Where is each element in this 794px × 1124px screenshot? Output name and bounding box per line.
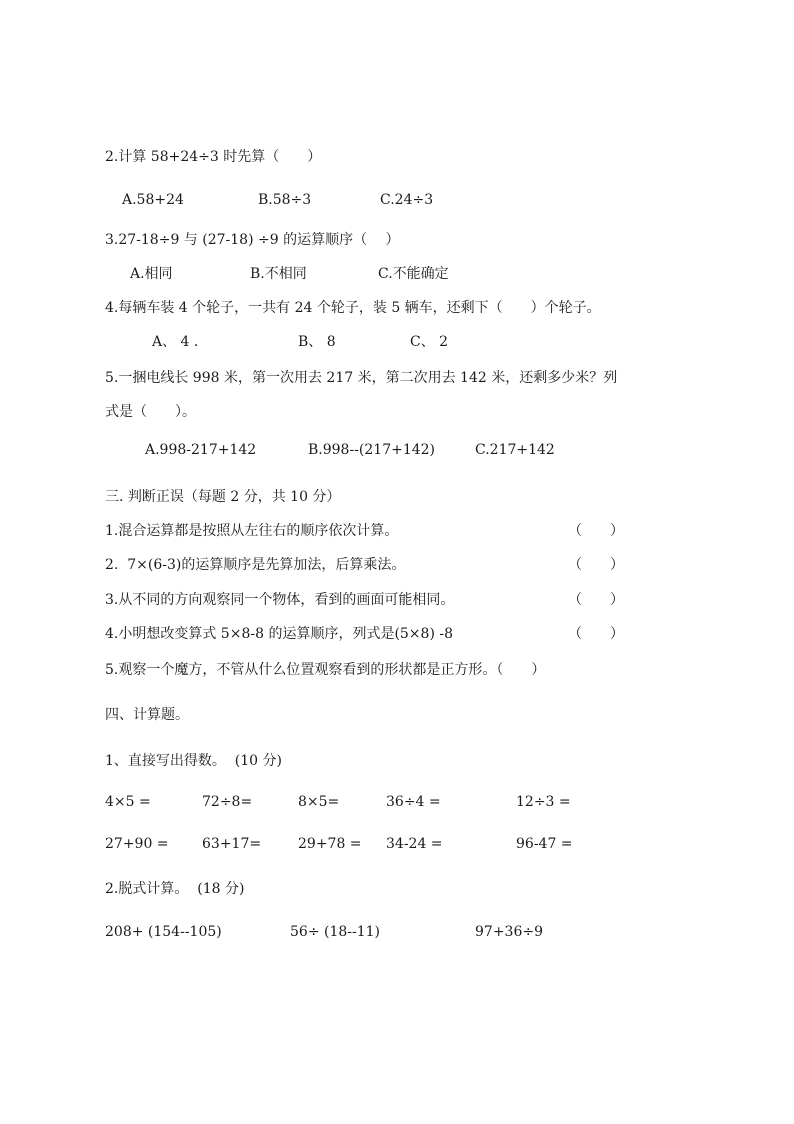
oral-calc-item: 27+90 = [105,836,169,852]
question-2-option-a: A.58+24 [122,192,184,208]
judge-item-4-blank: （ ） [568,626,624,642]
step-calc-item: 208+ (154--105) [105,924,222,940]
question-3-option-c: C.不能确定 [378,266,449,282]
question-5-stem-line-1: 5.一捆电线长 998 米，第一次用去 217 米，第二次用去 142 米，还剩多少米？列 [105,370,618,386]
judge-item-4: 4.小明想改变算式 5×8-8 的运算顺序，列式是(5×8) -8 [105,626,453,642]
oral-calc-item: 4×5 = [105,794,151,810]
question-5-option-a: A.998-217+142 [145,442,257,458]
question-3-stem: 3.27-18÷9 与 (27-18) ÷9 的运算顺序（ ） [105,232,400,248]
question-5-option-c: C.217+142 [475,442,555,458]
oral-calc-item: 63+17= [202,836,262,852]
step-calc-item: 97+36÷9 [475,924,543,940]
section-3-heading: 三. 判断正误（每题 2 分，共 10 分） [105,489,341,505]
judge-item-2: 2. 7×(6-3)的运算顺序是先算加法，后算乘法。 [105,557,406,573]
judge-item-3: 3.从不同的方向观察同一个物体，看到的画面可能相同。 [105,592,455,608]
question-4-option-b: B、 8 [298,334,336,350]
question-3-option-b: B.不相同 [250,266,307,282]
question-4-option-c: C、 2 [410,334,449,350]
oral-calc-item: 96-47 = [516,836,573,852]
judge-item-1: 1.混合运算都是按照从左往右的顺序依次计算。 [105,523,399,539]
oral-calc-item: 29+78 = [298,836,362,852]
question-3-option-a: A.相同 [130,266,173,282]
question-2-option-b: B.58÷3 [258,192,312,208]
oral-calc-item: 8×5= [298,794,340,810]
step-calc-item: 56÷ (18--11) [290,924,381,940]
question-2-stem: 2.计算 58+24÷3 时先算（ ） [105,149,322,165]
judge-item-5: 5.观察一个魔方，不管从什么位置观察看到的形状都是正方形。（ ） [105,662,546,678]
question-4-option-a: A、 4 . [152,334,199,350]
judge-item-2-blank: （ ） [568,557,624,573]
oral-calc-item: 12÷3 = [516,794,571,810]
question-4-stem: 4.每辆车装 4 个轮子，一共有 24 个轮子，装 5 辆车，还剩下（ ）个轮子。 [105,300,601,316]
judge-item-1-blank: （ ） [568,523,624,539]
section-4-heading: 四、计算题。 [105,707,189,723]
question-5-option-b: B.998--(217+142) [308,442,436,458]
oral-calc-item: 34-24 = [386,836,443,852]
oral-calc-item: 36÷4 = [386,794,441,810]
judge-item-3-blank: （ ） [568,592,624,608]
question-5-stem-line-2: 式是（ ）。 [105,404,196,420]
question-2-option-c: C.24÷3 [380,192,434,208]
section-4-part-2-heading: 2.脱式计算。 (18 分) [105,881,245,897]
section-4-part-1-heading: 1、直接写出得数。 (10 分) [105,753,282,769]
oral-calc-item: 72÷8= [202,794,253,810]
